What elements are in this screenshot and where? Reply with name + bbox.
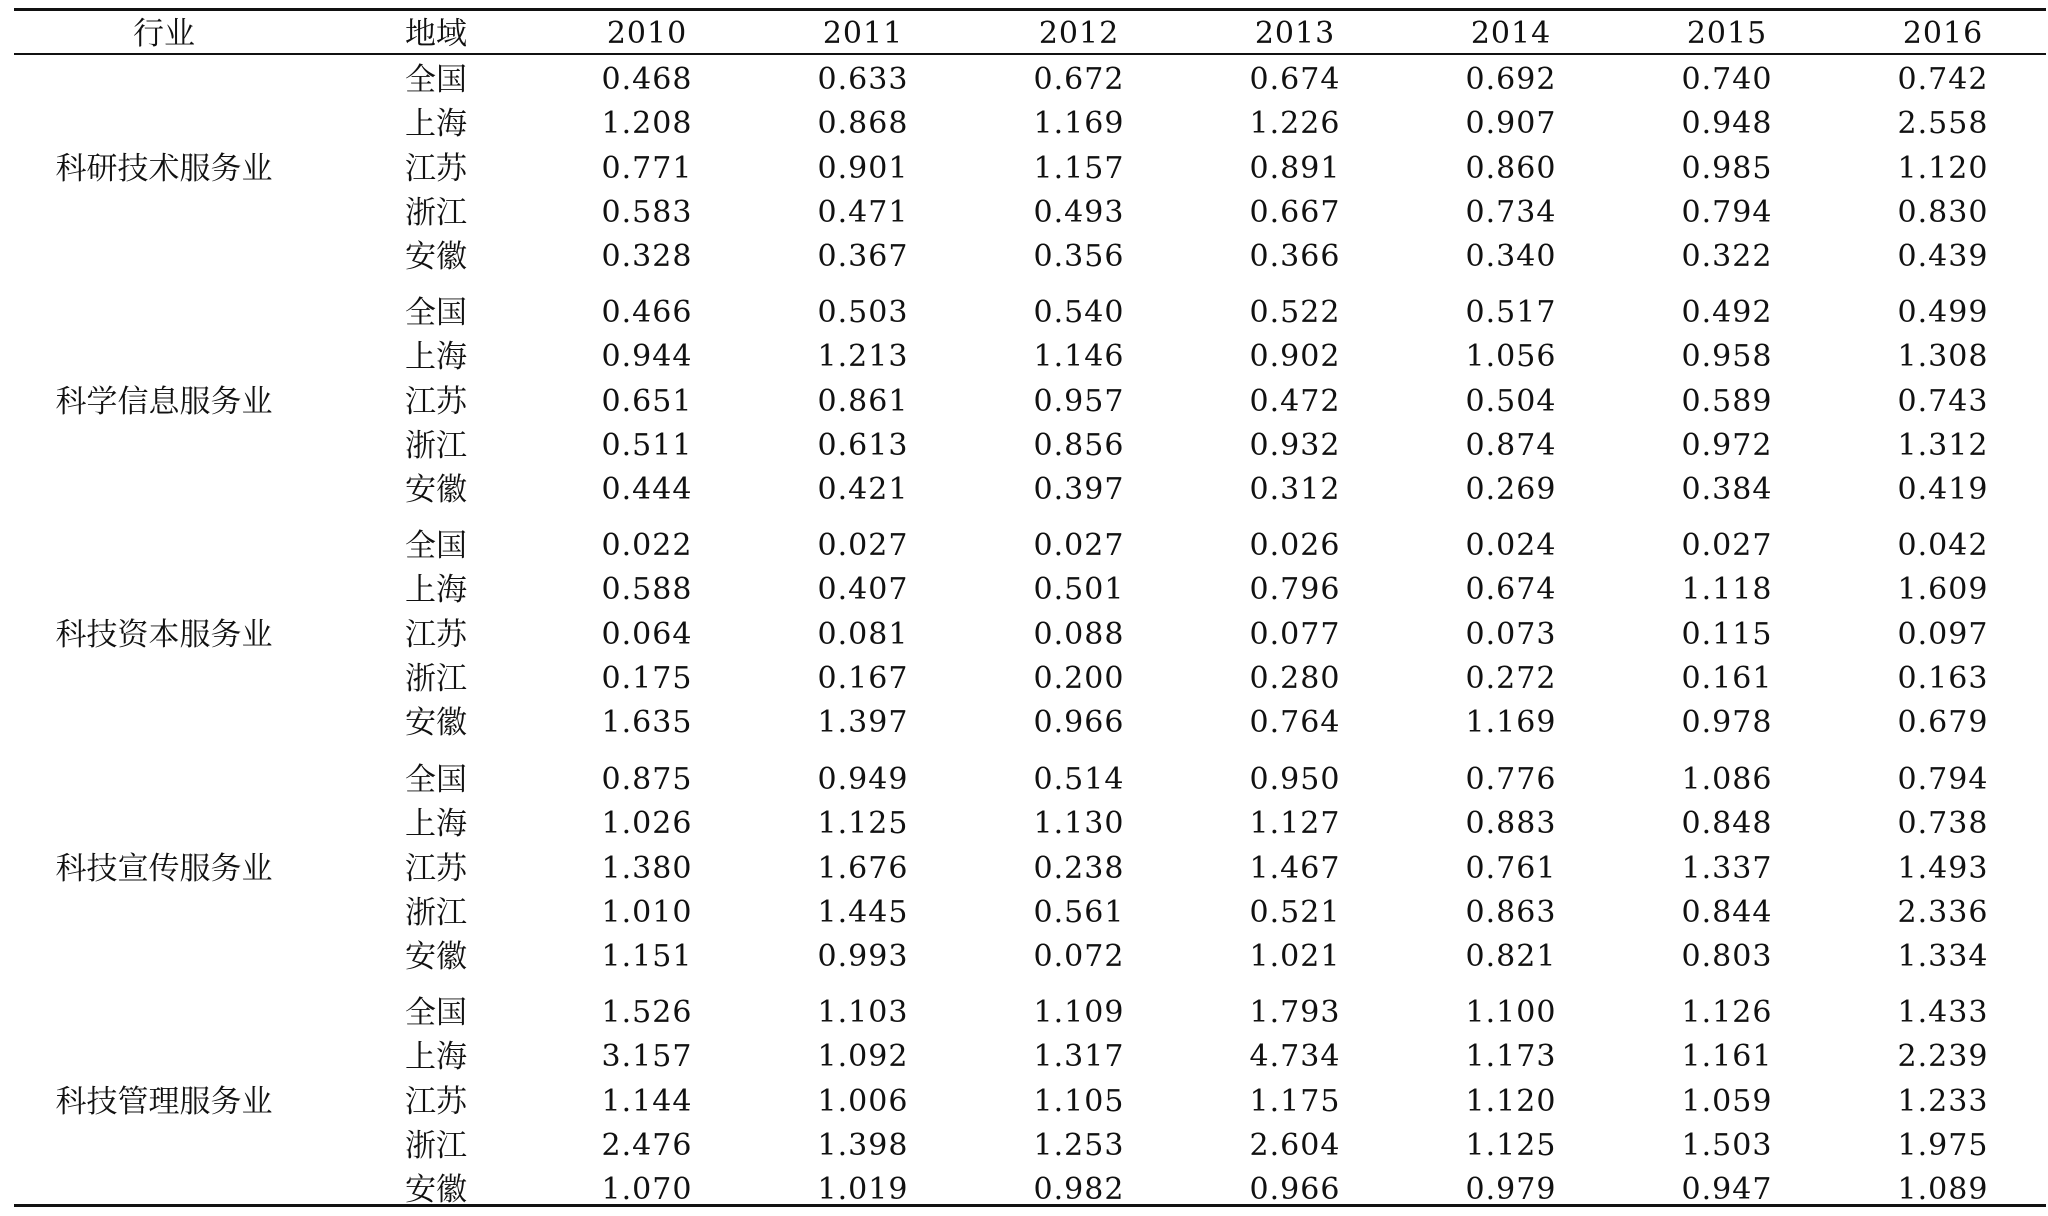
- value-cell: 1.635: [601, 705, 693, 741]
- region-cell: 上海: [405, 572, 467, 609]
- value-cell: 0.022: [601, 528, 693, 563]
- value-cell: 0.561: [1033, 894, 1125, 930]
- value-cell: 0.875: [601, 762, 693, 797]
- value-cell: 1.213: [817, 339, 909, 375]
- value-cell: 1.130: [1033, 806, 1125, 842]
- region-cell: 浙江: [405, 427, 467, 464]
- value-cell: 0.949: [817, 762, 909, 797]
- value-cell: 0.312: [1249, 472, 1341, 508]
- value-cell: 2.336: [1897, 894, 1989, 930]
- value-cell: 1.059: [1681, 1083, 1773, 1119]
- value-cell: 0.874: [1465, 427, 1557, 463]
- value-cell: 3.157: [601, 1039, 693, 1075]
- value-cell: 0.161: [1681, 660, 1773, 696]
- value-cell: 0.466: [601, 295, 693, 330]
- value-cell: 0.163: [1897, 660, 1989, 696]
- value-cell: 0.514: [1033, 762, 1125, 797]
- value-cell: 0.856: [1033, 427, 1125, 463]
- value-cell: 0.679: [1897, 705, 1989, 741]
- region-cell: 江苏: [405, 616, 467, 653]
- value-cell: 1.526: [601, 995, 693, 1030]
- value-cell: 0.830: [1897, 194, 1989, 230]
- value-cell: 0.742: [1897, 62, 1989, 97]
- region-cell: 江苏: [405, 850, 467, 887]
- value-cell: 1.118: [1681, 572, 1773, 608]
- value-cell: 4.734: [1249, 1039, 1341, 1075]
- value-cell: 1.157: [1033, 150, 1125, 186]
- value-cell: 0.081: [817, 616, 909, 652]
- value-cell: 0.366: [1249, 239, 1341, 275]
- value-cell: 2.239: [1897, 1039, 1989, 1075]
- value-cell: 1.056: [1465, 339, 1557, 375]
- value-cell: 0.356: [1033, 239, 1125, 275]
- value-cell: 1.125: [817, 806, 909, 842]
- value-cell: 0.674: [1465, 572, 1557, 608]
- value-cell: 0.115: [1681, 616, 1773, 652]
- value-cell: 1.010: [601, 894, 693, 930]
- value-cell: 1.312: [1897, 427, 1989, 463]
- value-cell: 0.175: [601, 660, 693, 696]
- value-cell: 1.100: [1465, 995, 1557, 1030]
- value-cell: 1.089: [1897, 1172, 1989, 1208]
- value-cell: 0.740: [1681, 62, 1773, 97]
- header-industry: 行业: [133, 16, 195, 52]
- value-cell: 1.144: [601, 1083, 693, 1119]
- value-cell: 1.253: [1033, 1127, 1125, 1163]
- value-cell: 0.269: [1465, 472, 1557, 508]
- value-cell: 1.467: [1249, 850, 1341, 886]
- value-cell: 0.776: [1465, 762, 1557, 797]
- value-cell: 0.419: [1897, 472, 1989, 508]
- value-cell: 0.883: [1465, 806, 1557, 842]
- value-cell: 0.764: [1249, 705, 1341, 741]
- region-cell: 安徽: [405, 239, 467, 276]
- value-cell: 2.604: [1249, 1127, 1341, 1163]
- table-top-rule: [14, 8, 2046, 11]
- value-cell: 0.072: [1033, 939, 1125, 975]
- region-cell: 安徽: [405, 705, 467, 742]
- value-cell: 0.761: [1465, 850, 1557, 886]
- value-cell: 0.957: [1033, 383, 1125, 419]
- region-cell: 上海: [405, 806, 467, 843]
- value-cell: 1.175: [1249, 1083, 1341, 1119]
- region-cell: 安徽: [405, 472, 467, 509]
- value-cell: 1.120: [1465, 1083, 1557, 1119]
- value-cell: 0.932: [1249, 427, 1341, 463]
- value-cell: 0.861: [817, 383, 909, 419]
- value-cell: 0.064: [601, 616, 693, 652]
- value-cell: 0.794: [1681, 194, 1773, 230]
- value-cell: 0.077: [1249, 616, 1341, 652]
- value-cell: 0.868: [817, 106, 909, 142]
- value-cell: 0.501: [1033, 572, 1125, 608]
- value-cell: 0.844: [1681, 894, 1773, 930]
- value-cell: 0.073: [1465, 616, 1557, 652]
- value-cell: 0.322: [1681, 239, 1773, 275]
- region-cell: 江苏: [405, 1083, 467, 1120]
- value-cell: 1.086: [1681, 762, 1773, 797]
- value-cell: 0.966: [1249, 1172, 1341, 1208]
- region-cell: 江苏: [405, 150, 467, 187]
- value-cell: 0.743: [1897, 383, 1989, 419]
- value-cell: 0.979: [1465, 1172, 1557, 1208]
- value-cell: 1.103: [817, 995, 909, 1030]
- region-cell: 浙江: [405, 660, 467, 697]
- value-cell: 0.471: [817, 194, 909, 230]
- value-cell: 0.738: [1897, 806, 1989, 842]
- value-cell: 1.151: [601, 939, 693, 975]
- value-cell: 0.503: [817, 295, 909, 330]
- value-cell: 1.161: [1681, 1039, 1773, 1075]
- value-cell: 1.169: [1465, 705, 1557, 741]
- value-cell: 1.021: [1249, 939, 1341, 975]
- value-cell: 1.127: [1249, 806, 1341, 842]
- value-cell: 1.380: [601, 850, 693, 886]
- value-cell: 0.821: [1465, 939, 1557, 975]
- value-cell: 0.947: [1681, 1172, 1773, 1208]
- value-cell: 0.863: [1465, 894, 1557, 930]
- value-cell: 2.558: [1897, 106, 1989, 142]
- value-cell: 1.337: [1681, 850, 1773, 886]
- region-cell: 上海: [405, 106, 467, 143]
- value-cell: 0.407: [817, 572, 909, 608]
- header-year-2010: 2010: [606, 16, 688, 51]
- value-cell: 0.097: [1897, 616, 1989, 652]
- value-cell: 0.492: [1681, 295, 1773, 330]
- value-cell: 0.540: [1033, 295, 1125, 330]
- value-cell: 1.975: [1897, 1127, 1989, 1163]
- value-cell: 0.200: [1033, 660, 1125, 696]
- region-cell: 上海: [405, 339, 467, 376]
- value-cell: 0.511: [601, 427, 693, 463]
- value-cell: 0.024: [1465, 528, 1557, 563]
- value-cell: 1.125: [1465, 1127, 1557, 1163]
- value-cell: 0.493: [1033, 194, 1125, 230]
- value-cell: 1.609: [1897, 572, 1989, 608]
- value-cell: 1.308: [1897, 339, 1989, 375]
- value-cell: 0.042: [1897, 528, 1989, 563]
- region-cell: 全国: [405, 528, 467, 564]
- value-cell: 0.993: [817, 939, 909, 975]
- value-cell: 0.340: [1465, 239, 1557, 275]
- value-cell: 1.676: [817, 850, 909, 886]
- value-cell: 1.317: [1033, 1039, 1125, 1075]
- value-cell: 0.978: [1681, 705, 1773, 741]
- value-cell: 0.027: [1681, 528, 1773, 563]
- region-cell: 浙江: [405, 1127, 467, 1164]
- value-cell: 0.468: [601, 62, 693, 97]
- value-cell: 0.794: [1897, 762, 1989, 797]
- value-cell: 0.589: [1681, 383, 1773, 419]
- value-cell: 0.944: [601, 339, 693, 375]
- value-cell: 1.092: [817, 1039, 909, 1075]
- value-cell: 0.027: [1033, 528, 1125, 563]
- value-cell: 1.105: [1033, 1083, 1125, 1119]
- header-year-2014: 2014: [1470, 16, 1552, 51]
- value-cell: 1.793: [1249, 995, 1341, 1030]
- value-cell: 1.397: [817, 705, 909, 741]
- region-cell: 上海: [405, 1039, 467, 1076]
- value-cell: 0.982: [1033, 1172, 1125, 1208]
- value-cell: 0.588: [601, 572, 693, 608]
- region-cell: 浙江: [405, 894, 467, 931]
- value-cell: 0.280: [1249, 660, 1341, 696]
- region-cell: 全国: [405, 762, 467, 798]
- value-cell: 1.019: [817, 1172, 909, 1208]
- value-cell: 1.433: [1897, 995, 1989, 1030]
- value-cell: 1.493: [1897, 850, 1989, 886]
- value-cell: 0.948: [1681, 106, 1773, 142]
- value-cell: 0.667: [1249, 194, 1341, 230]
- value-cell: 0.444: [601, 472, 693, 508]
- value-cell: 0.734: [1465, 194, 1557, 230]
- header-year-2013: 2013: [1254, 16, 1336, 51]
- value-cell: 1.233: [1897, 1083, 1989, 1119]
- header-year-2016: 2016: [1902, 16, 1984, 51]
- value-cell: 1.120: [1897, 150, 1989, 186]
- value-cell: 0.397: [1033, 472, 1125, 508]
- value-cell: 0.613: [817, 427, 909, 463]
- value-cell: 0.272: [1465, 660, 1557, 696]
- value-cell: 0.384: [1681, 472, 1773, 508]
- value-cell: 0.848: [1681, 806, 1773, 842]
- value-cell: 0.367: [817, 239, 909, 275]
- value-cell: 0.651: [601, 383, 693, 419]
- value-cell: 0.521: [1249, 894, 1341, 930]
- value-cell: 1.226: [1249, 106, 1341, 142]
- value-cell: 0.985: [1681, 150, 1773, 186]
- industry-label: 科技资本服务业: [55, 616, 273, 653]
- value-cell: 1.169: [1033, 106, 1125, 142]
- value-cell: 1.334: [1897, 939, 1989, 975]
- region-cell: 全国: [405, 62, 467, 98]
- value-cell: 0.522: [1249, 295, 1341, 330]
- industry-label: 科技宣传服务业: [55, 850, 273, 887]
- header-region: 地域: [405, 16, 467, 52]
- value-cell: 0.958: [1681, 339, 1773, 375]
- value-cell: 1.146: [1033, 339, 1125, 375]
- value-cell: 0.966: [1033, 705, 1125, 741]
- value-cell: 0.439: [1897, 239, 1989, 275]
- region-cell: 江苏: [405, 383, 467, 420]
- value-cell: 0.902: [1249, 339, 1341, 375]
- value-cell: 0.633: [817, 62, 909, 97]
- industry-label: 科学信息服务业: [55, 383, 273, 420]
- value-cell: 1.006: [817, 1083, 909, 1119]
- value-cell: 0.674: [1249, 62, 1341, 97]
- value-cell: 0.901: [817, 150, 909, 186]
- value-cell: 0.692: [1465, 62, 1557, 97]
- value-cell: 0.472: [1249, 383, 1341, 419]
- value-cell: 1.173: [1465, 1039, 1557, 1075]
- value-cell: 1.398: [817, 1127, 909, 1163]
- value-cell: 2.476: [601, 1127, 693, 1163]
- value-cell: 0.860: [1465, 150, 1557, 186]
- value-cell: 0.027: [817, 528, 909, 563]
- value-cell: 1.026: [601, 806, 693, 842]
- header-year-2015: 2015: [1686, 16, 1768, 51]
- region-cell: 全国: [405, 995, 467, 1031]
- value-cell: 0.950: [1249, 762, 1341, 797]
- value-cell: 0.167: [817, 660, 909, 696]
- value-cell: 0.238: [1033, 850, 1125, 886]
- value-cell: 0.891: [1249, 150, 1341, 186]
- header-year-2011: 2011: [822, 16, 904, 51]
- value-cell: 1.503: [1681, 1127, 1773, 1163]
- value-cell: 0.328: [601, 239, 693, 275]
- value-cell: 0.796: [1249, 572, 1341, 608]
- value-cell: 0.672: [1033, 62, 1125, 97]
- value-cell: 0.907: [1465, 106, 1557, 142]
- value-cell: 1.126: [1681, 995, 1773, 1030]
- value-cell: 0.504: [1465, 383, 1557, 419]
- region-cell: 安徽: [405, 1172, 467, 1209]
- value-cell: 0.803: [1681, 939, 1773, 975]
- value-cell: 1.445: [817, 894, 909, 930]
- region-cell: 浙江: [405, 194, 467, 231]
- value-cell: 1.208: [601, 106, 693, 142]
- value-cell: 0.421: [817, 472, 909, 508]
- value-cell: 0.972: [1681, 427, 1773, 463]
- value-cell: 1.109: [1033, 995, 1125, 1030]
- value-cell: 1.070: [601, 1172, 693, 1208]
- value-cell: 0.026: [1249, 528, 1341, 563]
- region-cell: 安徽: [405, 939, 467, 976]
- value-cell: 0.499: [1897, 295, 1989, 330]
- value-cell: 0.088: [1033, 616, 1125, 652]
- industry-label: 科研技术服务业: [55, 150, 273, 187]
- value-cell: 0.583: [601, 194, 693, 230]
- industry-label: 科技管理服务业: [55, 1083, 273, 1120]
- header-year-2012: 2012: [1038, 16, 1120, 51]
- value-cell: 0.771: [601, 150, 693, 186]
- value-cell: 0.517: [1465, 295, 1557, 330]
- region-cell: 全国: [405, 295, 467, 331]
